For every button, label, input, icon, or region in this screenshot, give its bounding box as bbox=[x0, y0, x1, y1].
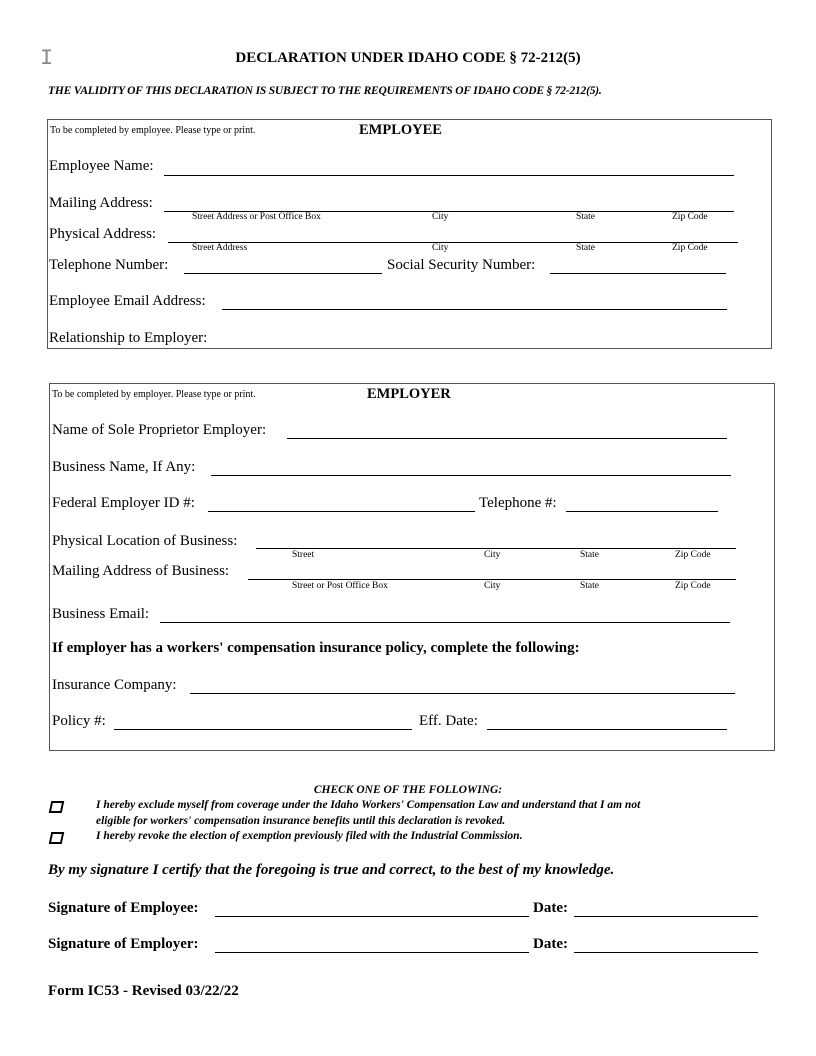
employee-mailing-street-caption: Street Address or Post Office Box bbox=[192, 212, 321, 222]
check-heading: CHECK ONE OF THE FOLLOWING: bbox=[313, 784, 503, 796]
business-name-label: Business Name, If Any: bbox=[52, 459, 196, 475]
employer-phone-label: Telephone #: bbox=[479, 495, 557, 511]
employee-name-field[interactable] bbox=[164, 175, 734, 176]
policy-number-label: Policy #: bbox=[52, 713, 106, 729]
eff-date-label: Eff. Date: bbox=[419, 713, 478, 729]
text-cursor-icon: I bbox=[40, 46, 54, 71]
business-mailing-label: Mailing Address of Business: bbox=[52, 563, 230, 579]
fein-field[interactable] bbox=[208, 511, 475, 512]
insurance-heading: If employer has a workers' compensation insurance policy, complete the following: bbox=[52, 640, 580, 656]
business-mailing-state-caption: State bbox=[580, 581, 599, 591]
employee-signature-field[interactable] bbox=[215, 916, 529, 917]
employee-phone-field[interactable] bbox=[184, 273, 382, 274]
business-location-state-caption: State bbox=[580, 550, 599, 560]
employee-ssn-label: Social Security Number: bbox=[387, 257, 536, 273]
employee-physical-label: Physical Address: bbox=[49, 226, 157, 242]
employee-physical-city-caption: City bbox=[432, 243, 449, 253]
policy-number-field[interactable] bbox=[114, 729, 412, 730]
insurance-company-field[interactable] bbox=[190, 693, 735, 694]
employee-physical-street-caption: Street Address bbox=[192, 243, 248, 253]
eff-date-field[interactable] bbox=[487, 729, 727, 730]
business-mailing-zip-caption: Zip Code bbox=[675, 581, 711, 591]
employer-signature-field[interactable] bbox=[215, 952, 529, 953]
employee-physical-state-caption: State bbox=[576, 243, 595, 253]
employee-date-label: Date: bbox=[533, 900, 568, 916]
revoke-option: I hereby revoke the election of exemption previously filed with the Industrial Commission. bbox=[96, 830, 523, 842]
certify-statement: By my signature I certify that the foregoing is true and correct, to the best of my knowledge. bbox=[48, 862, 615, 878]
business-location-field[interactable] bbox=[256, 548, 736, 549]
employee-physical-zip-caption: Zip Code bbox=[672, 243, 708, 253]
employer-date-label: Date: bbox=[533, 936, 568, 952]
employee-mailing-state-caption: State bbox=[576, 212, 595, 222]
employee-relationship-label: Relationship to Employer: bbox=[49, 330, 208, 346]
fein-label: Federal Employer ID #: bbox=[52, 495, 195, 511]
employee-email-field[interactable] bbox=[222, 309, 727, 310]
revoke-checkbox[interactable] bbox=[49, 832, 65, 844]
sole-proprietor-field[interactable] bbox=[287, 438, 727, 439]
insurance-company-label: Insurance Company: bbox=[52, 677, 177, 693]
business-mailing-street-caption: Street or Post Office Box bbox=[292, 581, 388, 591]
employee-name-label: Employee Name: bbox=[49, 158, 154, 174]
employee-phone-label: Telephone Number: bbox=[49, 257, 169, 273]
employer-note: To be completed by employer. Please type or print. bbox=[52, 389, 256, 400]
form-title: DECLARATION UNDER IDAHO CODE § 72-212(5) bbox=[235, 50, 581, 66]
employee-signature-label: Signature of Employee: bbox=[48, 900, 199, 916]
employee-heading: EMPLOYEE bbox=[359, 122, 442, 138]
employee-physical-field[interactable] bbox=[168, 242, 738, 243]
employee-ssn-field[interactable] bbox=[550, 273, 726, 274]
business-email-label: Business Email: bbox=[52, 606, 150, 622]
exclude-option-line1: I hereby exclude myself from coverage under the Idaho Workers' Compensation Law and understand that I am not bbox=[96, 799, 641, 811]
employer-phone-field[interactable] bbox=[566, 511, 718, 512]
employee-email-label: Employee Email Address: bbox=[49, 293, 206, 309]
exclude-option-line2: eligible for workers' compensation insurance benefits until this declaration is revoked. bbox=[96, 815, 506, 827]
employee-mailing-label: Mailing Address: bbox=[49, 195, 153, 211]
exclude-checkbox[interactable] bbox=[49, 801, 65, 813]
business-location-city-caption: City bbox=[484, 550, 501, 560]
business-mailing-field[interactable] bbox=[248, 579, 736, 580]
business-location-zip-caption: Zip Code bbox=[675, 550, 711, 560]
sole-proprietor-label: Name of Sole Proprietor Employer: bbox=[52, 422, 267, 438]
employee-note: To be completed by employee. Please type or print. bbox=[50, 125, 256, 136]
employer-signature-label: Signature of Employer: bbox=[48, 936, 199, 952]
business-email-field[interactable] bbox=[160, 622, 730, 623]
business-location-street-caption: Street bbox=[292, 550, 315, 560]
business-mailing-city-caption: City bbox=[484, 581, 501, 591]
employee-mailing-city-caption: City bbox=[432, 212, 449, 222]
form-footer: Form IC53 - Revised 03/22/22 bbox=[48, 983, 239, 999]
employer-heading: EMPLOYER bbox=[367, 386, 451, 402]
employee-mailing-zip-caption: Zip Code bbox=[672, 212, 708, 222]
business-name-field[interactable] bbox=[211, 475, 731, 476]
form-subtitle: THE VALIDITY OF THIS DECLARATION IS SUBJECT TO THE REQUIREMENTS OF IDAHO CODE § 72-212(5). bbox=[48, 85, 602, 97]
employee-date-field[interactable] bbox=[574, 916, 758, 917]
employer-date-field[interactable] bbox=[574, 952, 758, 953]
business-location-label: Physical Location of Business: bbox=[52, 533, 238, 549]
